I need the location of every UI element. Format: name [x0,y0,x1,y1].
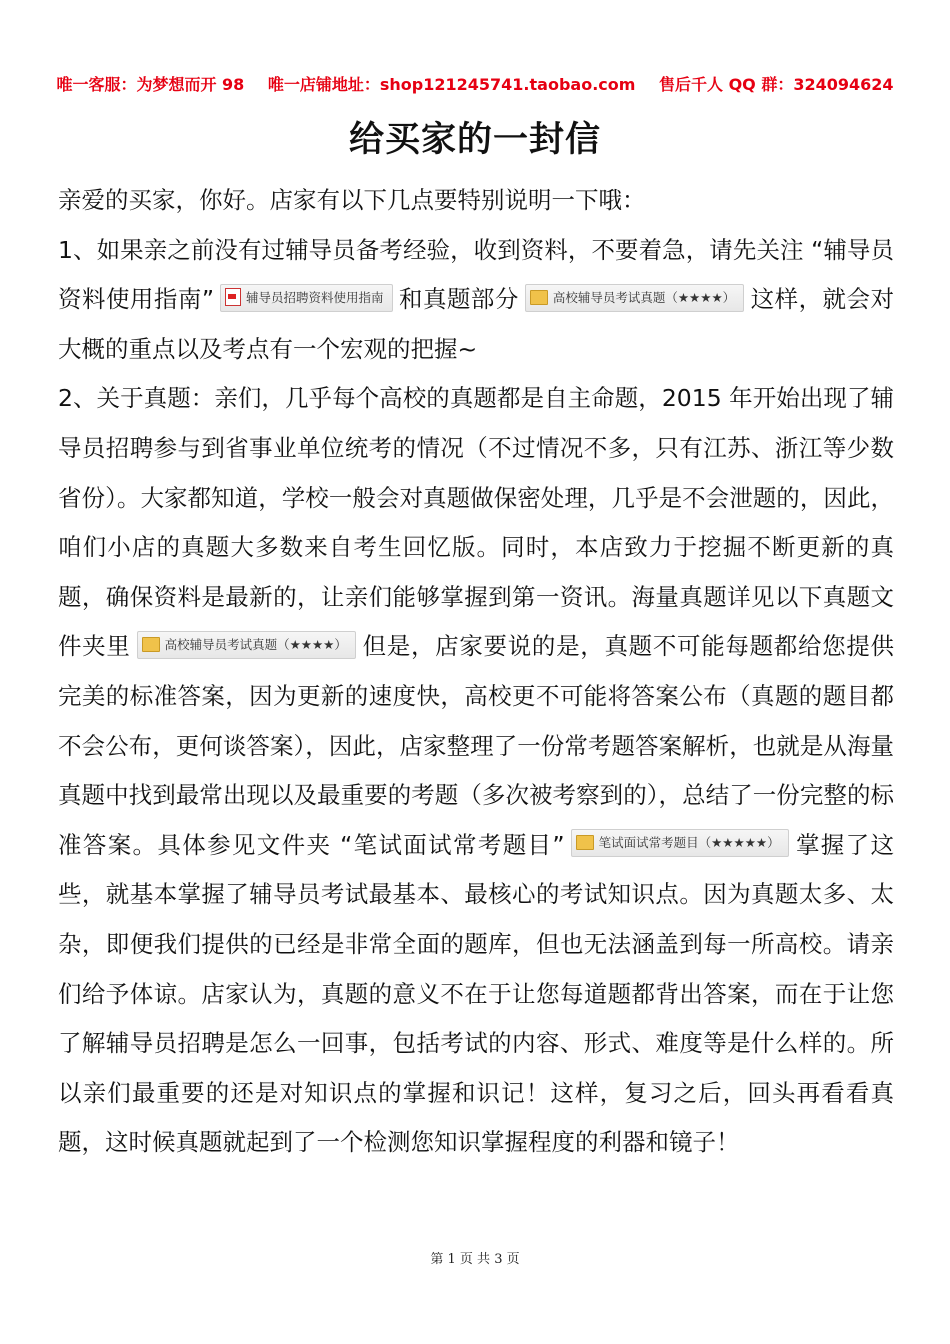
point-1-text-a: 1、如果亲之前没有过辅导员备考经验，收到资料，不要着急，请先关注 “辅导员资料使用指南” [58,235,894,314]
point-2-text-b: 但是，店家要说的是，真题不可能每题都给您提供完美的标准答案，因为更新的速度快，高校更不可能将答案公布（真题的题目都不会公布，更何谈答案），因此，店家整理了一份常考题答案解析，也就是从海量真题中找到最常出现以及最重要的考题（多次被考察到的），总结了一份完整的标准答案。具体参见文件夹 “笔试面试常考题目” [58,632,895,859]
contact-header [0,72,950,95]
folder-icon [576,835,594,850]
qq-group: 售后千人 QQ 群：324094624 [659,75,894,94]
point-2-text-a: 2、关于真题：亲们，几乎每个高校的真题都是自主命题，2015 年开始出现了辅导员招聘参与到省事业单位统考的情况（不过情况不多，只有江苏、浙江等少数省份）。大家都知道，学校一般会对真题做保密处理，几乎是不会泄题的，因此，咱们小店的真题大多数来自考生回忆版。同时，本店致力于挖掘不断更新的真题，确保资料是最新的，让亲们能够掌握到第一资讯。海量真题详见以下真题文件夹里 [58,384,894,661]
pdf-file-icon [225,288,241,306]
point-1-text-c: 这样，就会对大概的重点以及考点有一个宏观的把握~ [58,285,894,363]
page-title: 给买家的一封信 [348,120,601,160]
shop-address: 唯一店铺地址：shop121245741.taobao.com [267,75,636,94]
exam-folder-chip-2[interactable] [137,631,356,659]
common-questions-folder-label: 笔试面试常考题目（★★★★★） [598,835,780,851]
point-2-paragraph [58,374,894,1168]
exam-folder-label: 高校辅导员考试真题（★★★★） [552,289,736,305]
exam-folder-label-2: 高校辅导员考试真题（★★★★） [164,636,347,652]
point-2-text-c: 掌握了这些，就基本掌握了辅导员考试最基本、最核心的考试知识点。因为真题太多、太杂，即便我们提供的已经是非常全面的题库，但也无法涵盖到每一所高校。请亲们给予体谅。店家认为，真题的意义不在于让您每道题都背出答案，而在于让您了解辅导员招聘是怎么一回事，包括考试的内容、形式、难度等是什么样的。所以亲们最重要的还是对知识点的掌握和识记！这样，复习之后，回头再看看真题，这时候真题就起到了一个检测您知识掌握程度的利器和镜子！ [58,830,894,1157]
letter-body [58,176,894,1168]
point-1-text-b: 和真题部分 [398,285,519,314]
guide-file-label: 辅导员招聘资料使用指南 [246,289,384,305]
service-contact: 唯一客服：为梦想而开 98 [56,75,245,94]
common-questions-folder-chip[interactable] [571,829,789,857]
exam-folder-chip[interactable] [525,284,744,312]
folder-icon [530,290,548,305]
page-footer: 第 1 页 共 3 页 [430,1252,520,1267]
point-1-paragraph [58,226,894,375]
greeting-paragraph: 亲爱的买家，你好。店家有以下几点要特别说明一下哦： [58,186,646,214]
folder-icon [142,637,160,652]
guide-file-chip[interactable] [220,284,393,312]
